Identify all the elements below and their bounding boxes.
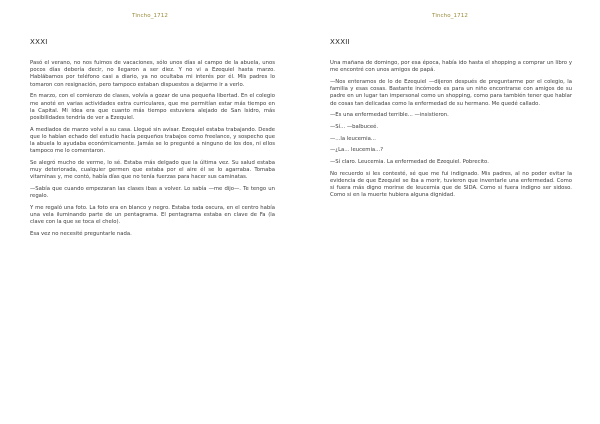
paragraph: —...la leucemia... <box>330 135 376 142</box>
paragraph: —¿La... leucemia...? <box>330 147 384 154</box>
chapter-body <box>30 60 275 243</box>
paragraph: Y me regaló una foto. La foto era en blanco y negro. Estaba toda oscura, en el centro había una vela iluminando parte de un pentagrama. El pentagrama estaba en clave de Fa (la clave con la que se toca el chelo). <box>30 204 275 226</box>
right-page <box>300 0 600 424</box>
paragraph: Se alegró mucho de verme, lo sé. Estaba más delgado que la última vez. Su salud estaba muy deteriorada, cualquier germen que estaba por el aire él se lo agarraba. Tomaba vitaminas y, me contó, había días que no tenía fuerzas para hacer sus caminatas. <box>30 159 275 181</box>
paragraph: Una mañana de domingo, por esa época, había ido hasta el shopping a comprar un libro y me encontré con unos amigos de papá. <box>330 60 572 74</box>
page-header: Tincho_1712 <box>132 13 168 19</box>
paragraph: A mediados de marzo volví a su casa. Llegué sin avisar. Ezequiel estaba trabajando. Desde que lo habían echado del estudio hacía pequeños trabajos como freelance, y sospecho que la abuela lo ayudaba económicamente. Jamás se lo pregunté a ninguno de los dos, ni ellos tampoco me lo comentaron. <box>30 126 275 155</box>
paragraph: —Sí claro. Leucemia. La enfermedad de Ezequiel. Pobrecito. <box>330 159 489 166</box>
paragraph: —Nos enteramos de lo de Ezequiel —dijeron después de preguntarme por el colegio, la familia y esas cosas. Bastante incómodo es para un niño encontrarse con amigos de su padre en un lugar tan impersonal como un shopping, como para también tener que hablar de cosas tan delicadas como la enfermedad de su hermano. Me quedé callado. <box>330 78 572 107</box>
paragraph: No recuerdo si les contesté, sé que me fui indignado. Mis padres, al no poder evitar la evidencia de que Ezequiel se iba a morir, tuvieron que inventarle una enfermedad. Como si fuera más digno morirse de leucemia que de SIDA. Como si fuera indigno ser sidoso. Como si en la muerte hubiera alguna dignidad. <box>330 170 572 199</box>
chapter-title: XXXI <box>30 38 48 46</box>
paragraph: —Sabía que cuando empezaran las clases ibas a volver. Lo sabía —me dijo—. Te tengo un regalo. <box>30 186 275 200</box>
paragraph: —Es una enfermedad terrible... —insistieron. <box>330 112 449 119</box>
chapter-body <box>330 60 572 204</box>
paragraph: —Sí... —balbuceé. <box>330 123 379 130</box>
paragraph: Pasó el verano, no nos fuimos de vacaciones, sólo unos días al campo de la abuela, unos pocos días debería decir, no llegaron a ser diez. Y no vi a Ezequiel hasta marzo. Hablábamos por teléfono casi a diario, ya no ocultaba mi interés por él. Mis padres lo tomaron con resignación, pero tampoco estaban dispuestos a dejarme ir a verlo. <box>30 60 275 88</box>
page-header: Tincho_1712 <box>432 13 468 19</box>
paragraph: Esa vez no necesité preguntarle nada. <box>30 231 132 238</box>
chapter-title: XXXII <box>330 38 351 46</box>
paragraph: En marzo, con el comienzo de clases, volvía a gozar de una pequeña libertad. En el colegio me anoté en varias actividades extra curriculares, que me permitían estar más tiempo en la Capital. Mi idea era que cuanto más tiempo estuviera alejado de San Isidro, más posibilidades tendría de ver a Ezequiel. <box>30 93 275 121</box>
